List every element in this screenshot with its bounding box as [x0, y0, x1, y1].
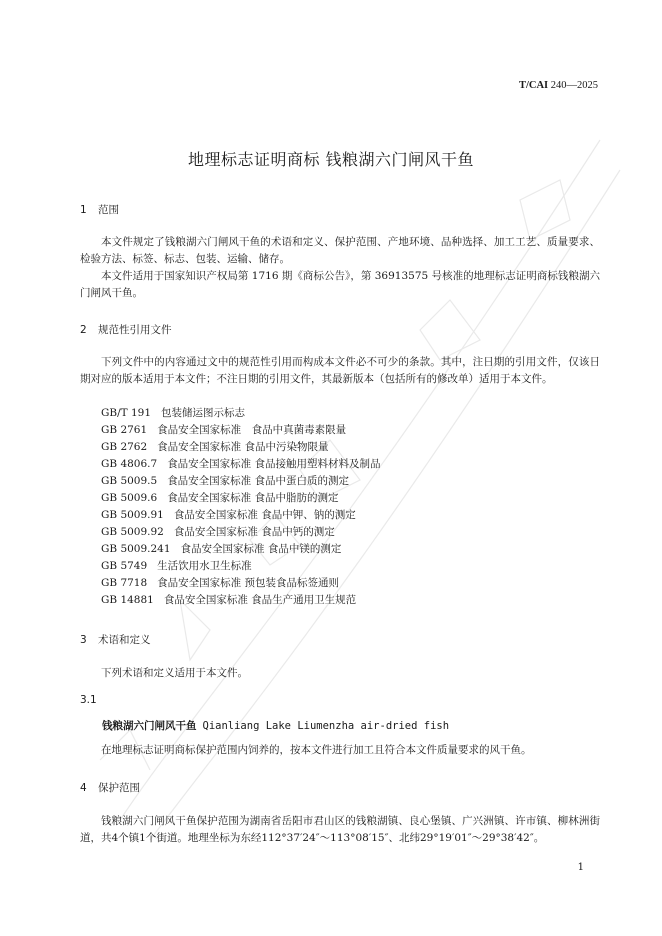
standard-code: GB/T 191 [101, 407, 152, 419]
section-number: 2 [80, 324, 87, 336]
standard-code: GB 5009.241 [101, 543, 171, 555]
standard-code: GB 5009.91 [101, 509, 164, 521]
standard-name: 食品安全国家标准 食品中钙的测定 [173, 526, 335, 538]
standard-ref [101, 507, 356, 524]
standard-ref [101, 524, 335, 541]
section-title: 保护范围 [98, 782, 140, 794]
section-number: 1 [80, 204, 87, 216]
paragraph: 本文件适用于国家知识产权局第 1716 期《商标公告》，第 36913575 号核准的地理标志证明商标钱粮湖六门闸风干鱼。 [80, 270, 600, 299]
standard-code: GB 2761 [101, 424, 148, 436]
standard-code: GB 5009.92 [101, 526, 164, 538]
section-heading-2 [80, 322, 172, 337]
term-definition: 在地理标志证明商标保护范围内饲养的，按本文件进行加工且符合本文件质量要求的风干鱼。 [101, 744, 532, 756]
standard-name: 食品安全国家标准 食品中污染物限量 [157, 441, 329, 453]
section-heading-1 [80, 202, 119, 217]
standard-code: GB 14881 [101, 594, 154, 606]
standard-name: 生活饮用水卫生标准 [157, 560, 252, 572]
standard-name: 食品安全国家标准 食品中真菌毒素限量 [157, 424, 347, 436]
term-number: 3.1 [80, 694, 97, 706]
standard-name: 食品安全国家标准 食品生产通用卫生规范 [163, 594, 357, 606]
standard-ref [101, 473, 349, 490]
standard-ref [101, 592, 356, 609]
standard-name: 食品安全国家标准 食品接触用塑料材料及制品 [167, 458, 381, 470]
standard-ref [101, 490, 339, 507]
section-title: 范围 [98, 204, 119, 216]
standard-name: 食品安全国家标准 食品中蛋白质的测定 [167, 475, 350, 487]
standard-code: GB 5749 [101, 560, 148, 572]
standard-name: 食品安全国家标准 食品中钾、钠的测定 [173, 509, 356, 521]
document-number [519, 80, 598, 91]
standard-ref [101, 422, 346, 439]
standard-code: GB 5009.6 [101, 492, 158, 504]
paragraph: 钱粮湖六门闸风干鱼保护范围为湖南省岳阳市君山区的钱粮湖镇、良心堡镇、广兴洲镇、许市镇、柳林洲街道，共4个镇1个街道。地理坐标为东经112°37′24″～113°08′15″、北纬29°19′01″～29°38′42″。 [80, 815, 600, 844]
standard-code: GB 7718 [101, 577, 148, 589]
term-chinese: 钱粮湖六门闸风干鱼 [102, 720, 197, 732]
standard-ref [101, 558, 252, 575]
standard-code: GB 5009.5 [101, 475, 158, 487]
section-title: 规范性引用文件 [98, 324, 172, 336]
standard-name: 食品安全国家标准 食品中镁的测定 [180, 543, 342, 555]
standard-ref [101, 575, 339, 592]
document-title: 地理标志证明商标 钱粮湖六门闸风干鱼 [187, 150, 475, 169]
standard-ref [101, 456, 381, 473]
doc-code: T/CAI [518, 80, 549, 91]
page-number: 1 [577, 862, 584, 873]
term-english: Qianliang Lake Liumenzha air-dried fish [202, 720, 450, 732]
term-heading [102, 718, 449, 733]
standard-ref [101, 541, 341, 558]
section-number: 3 [80, 634, 87, 646]
section-heading-3 [80, 632, 151, 647]
standard-code: GB 2762 [101, 441, 148, 453]
standard-name: 包装储运图示标志 [161, 407, 246, 419]
doc-serial: 240—2025 [550, 80, 598, 91]
standard-name: 食品安全国家标准 食品中脂肪的测定 [167, 492, 339, 504]
paragraph: 下列文件中的内容通过文中的规范性引用而构成本文件必不可少的条款。其中，注日期的引用文件，仅该日期对应的版本适用于本文件；不注日期的引用文件，其最新版本（包括所有的修改单）适用于本文件。 [80, 356, 600, 385]
standard-ref [101, 405, 245, 422]
section-number: 4 [80, 782, 87, 794]
section-heading-4 [80, 780, 140, 795]
standard-ref [101, 439, 329, 456]
standard-name: 食品安全国家标准 预包装食品标签通则 [157, 577, 340, 589]
paragraph: 本文件规定了钱粮湖六门闸风干鱼的术语和定义、保护范围、产地环境、品种选择、加工工艺、质量要求、检验方法、标签、标志、包装、运输、储存。 [80, 236, 600, 265]
paragraph: 下列术语和定义适用于本文件。 [101, 667, 248, 679]
section-title: 术语和定义 [98, 634, 151, 646]
standard-code: GB 4806.7 [101, 458, 158, 470]
